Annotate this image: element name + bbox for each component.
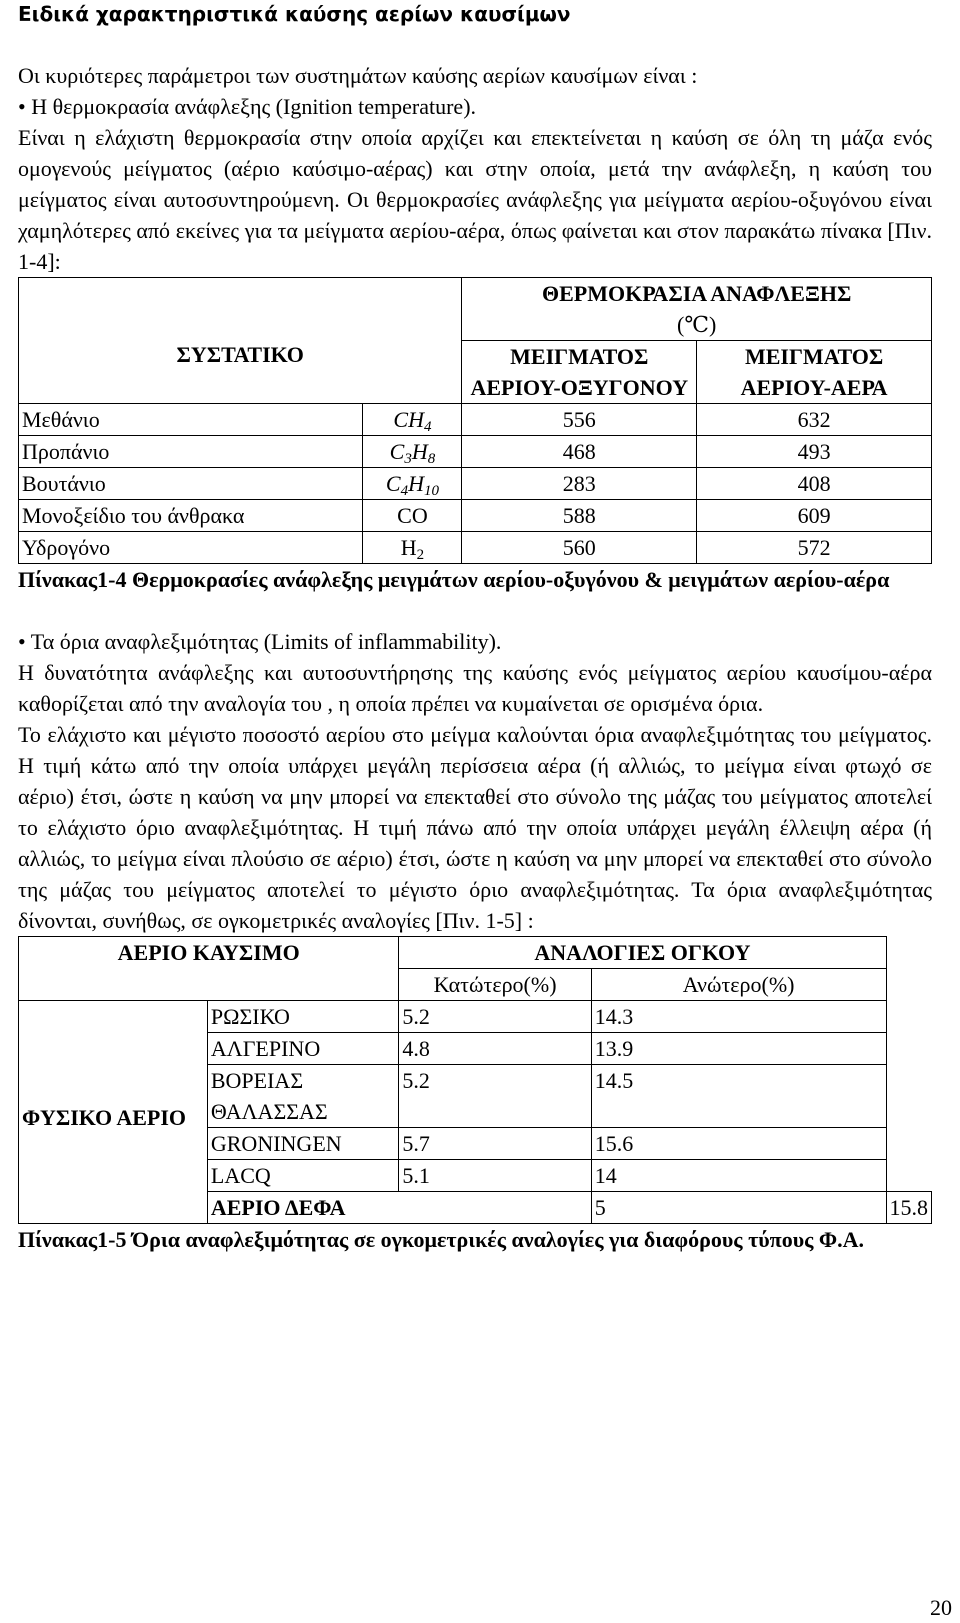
bullet-ignition: • Η θερμοκρασία ανάφλεξης (Ignition temperature). (18, 94, 477, 119)
component-name: Μεθάνιο (19, 404, 363, 436)
lower-limit: 5 (591, 1192, 886, 1224)
temp-air: 493 (697, 436, 932, 468)
component-formula: $C_4H_{10}$ (363, 468, 462, 500)
temp-oxygen: 283 (462, 468, 697, 500)
fuel-name: ΒΟΡΕΙΑΣ ΘΑΛΑΣΣΑΣ (207, 1065, 398, 1128)
group-natural-gas: ΦΥΣΙΚΟ ΑΕΡΙΟ (19, 1001, 208, 1224)
table-row (19, 436, 932, 468)
lower-limit: 5.2 (399, 1065, 591, 1128)
upper-limit: 13.9 (591, 1033, 886, 1065)
lower-limit: 5.2 (399, 1001, 591, 1033)
flammability-limits-table (18, 936, 932, 1224)
fuel-name: GRONINGEN (207, 1128, 398, 1160)
header-component: ΣΥΣΤΑΤΙΚΟ (19, 278, 462, 404)
ignition-temperature-table (18, 277, 932, 564)
header-ignition-temperature (462, 278, 932, 341)
header-gas-oxygen: ΜΕΙΓΜΑΤΟΣ ΑΕΡΙΟΥ-ΟΞΥΓΟΝΟΥ (462, 341, 697, 404)
component-name: Βουτάνιο (19, 468, 363, 500)
temp-air: 632 (697, 404, 932, 436)
temp-oxygen: 556 (462, 404, 697, 436)
fuel-name: ΡΩΣΙΚΟ (207, 1001, 398, 1033)
header-ignition-temperature-title: ΘΕΡΜΟΚΡΑΣΙΑ ΑΝΑΦΛΕΞΗΣ (542, 281, 852, 306)
limits-paragraph-1: Η δυνατότητα ανάφλεξης και αυτοσυντήρησης της καύσης ενός μείγματος αερίου καυσίμου-αέρα καθορίζεται από την αναλογία του , η οποία πρέπει να κυμαίνεται σε ορισμένα όρια. (18, 660, 932, 716)
upper-limit: 14.3 (591, 1001, 886, 1033)
document-page (18, 0, 932, 1255)
temp-air: 609 (697, 500, 932, 532)
component-name: Προπάνιο (19, 436, 363, 468)
header-lower: Κατώτερο(%) (399, 969, 591, 1001)
fuel-name: LACQ (207, 1160, 398, 1192)
fuel-name-depa: ΑΕΡΙΟ ΔΕΦΑ (207, 1192, 591, 1224)
header-gas-air: ΜΕΙΓΜΑΤΟΣ ΑΕΡΙΟΥ-ΑΕΡΑ (697, 341, 932, 404)
table-row (19, 468, 932, 500)
table1-caption: Πίνακας1-4 Θερμοκρασίες ανάφλεξης μειγμάτων αερίου-οξυγόνου & μειγμάτων αερίου-αέρα (18, 567, 890, 592)
limits-paragraph-2: Το ελάχιστο και μέγιστο ποσοστό αερίου στο μείγμα καλούνται όρια αναφλεξιμότητας του μείγματος. Η τιμή κάτω από την οποία υπάρχει μεγάλη περίσσεια αέρα (ή αλλιώς, το μείγμα είναι φτωχό σε αέριο) έτσι, ώστε η καύση να μην μπορεί να επεκταθεί στο σύνολο της μάζας του μείγματος αποτελεί το ελάχιστο όριο αναφλεξιμότητας. Η τιμή πάνω από την οποία υπάρχει μεγάλη έλλειψη αέρα (ή αλλιώς, το μείγμα είναι πλούσιο σε αέριο) έτσι, ώστε η καύση να μην μπορεί να επεκταθεί στο σύνολο της μάζας του μείγματος αποτελεί το μέγιστο όριο αναφλεξιμότητας. Τα όρια αναφλεξιμότητας δίνονται, συνήθως, σε ογκομετρικές αναλογίες [Πιν. 1-5] : (18, 722, 932, 933)
fuel-name: ΑΛΓΕΡΙΝΟ (207, 1033, 398, 1065)
upper-limit: 14.5 (591, 1065, 886, 1128)
intro-text: Οι κυριότερες παράμετροι των συστημάτων καύσης αερίων καυσίμων είναι : (18, 63, 698, 88)
component-formula: $H_2$ (363, 532, 462, 564)
upper-limit: 15.6 (591, 1128, 886, 1160)
lower-limit: 5.7 (399, 1128, 591, 1160)
section-heading: Ειδικά χαρακτηριστικά καύσης αερίων καυσίμων (18, 2, 571, 26)
component-name: Υδρογόνο (19, 532, 363, 564)
lower-limit: 4.8 (399, 1033, 591, 1065)
temp-oxygen: 560 (462, 532, 697, 564)
table-row (19, 1001, 932, 1033)
temp-oxygen: 588 (462, 500, 697, 532)
temp-air: 572 (697, 532, 932, 564)
temp-air: 408 (697, 468, 932, 500)
table-row (19, 500, 932, 532)
component-formula: CO (363, 500, 462, 532)
header-unit: (℃) (677, 312, 717, 337)
bullet-limits: • Τα όρια αναφλεξιμότητας (Limits of inflammability). (18, 629, 502, 654)
header-fuel-gas: ΑΕΡΙΟ ΚΑΥΣΙΜΟ (19, 937, 399, 1001)
table2-caption: Πίνακας1-5 Όρια αναφλεξιμότητας σε ογκομετρικές αναλογίες για διαφόρους τύπους Φ.Α. (18, 1227, 865, 1252)
component-formula: $CH_4$ (363, 404, 462, 436)
component-name: Μονοξείδιο του άνθρακα (19, 500, 363, 532)
temp-oxygen: 468 (462, 436, 697, 468)
upper-limit: 14 (591, 1160, 886, 1192)
page-number: 20 (930, 1595, 952, 1620)
table-row (19, 404, 932, 436)
lower-limit: 5.1 (399, 1160, 591, 1192)
upper-limit: 15.8 (886, 1192, 932, 1224)
header-volume-ratios: ΑΝΑΛΟΓΙΕΣ ΟΓΚΟΥ (399, 937, 886, 969)
header-upper: Ανώτερο(%) (591, 969, 886, 1001)
table-row (19, 532, 932, 564)
component-formula: $C_3H_8$ (363, 436, 462, 468)
ignition-paragraph: Είναι η ελάχιστη θερμοκρασία στην οποία αρχίζει και επεκτείνεται η καύση σε όλη τη μάζα ενός ομογενούς μείγματος (αέριο καύσιμο-αέρας) και στην οποία, μετά την ανάφλεξη, η καύση του μείγματος είναι αυτοσυντηρούμενη. Οι θερμοκρασίες ανάφλεξης για μείγματα αερίου-οξυγόνου είναι χαμηλότερες από εκείνες για τα μείγματα αερίου-αέρα, όπως φαίνεται και στον παρακάτω πίνακα [Πιν. 1-4]: (18, 125, 932, 274)
